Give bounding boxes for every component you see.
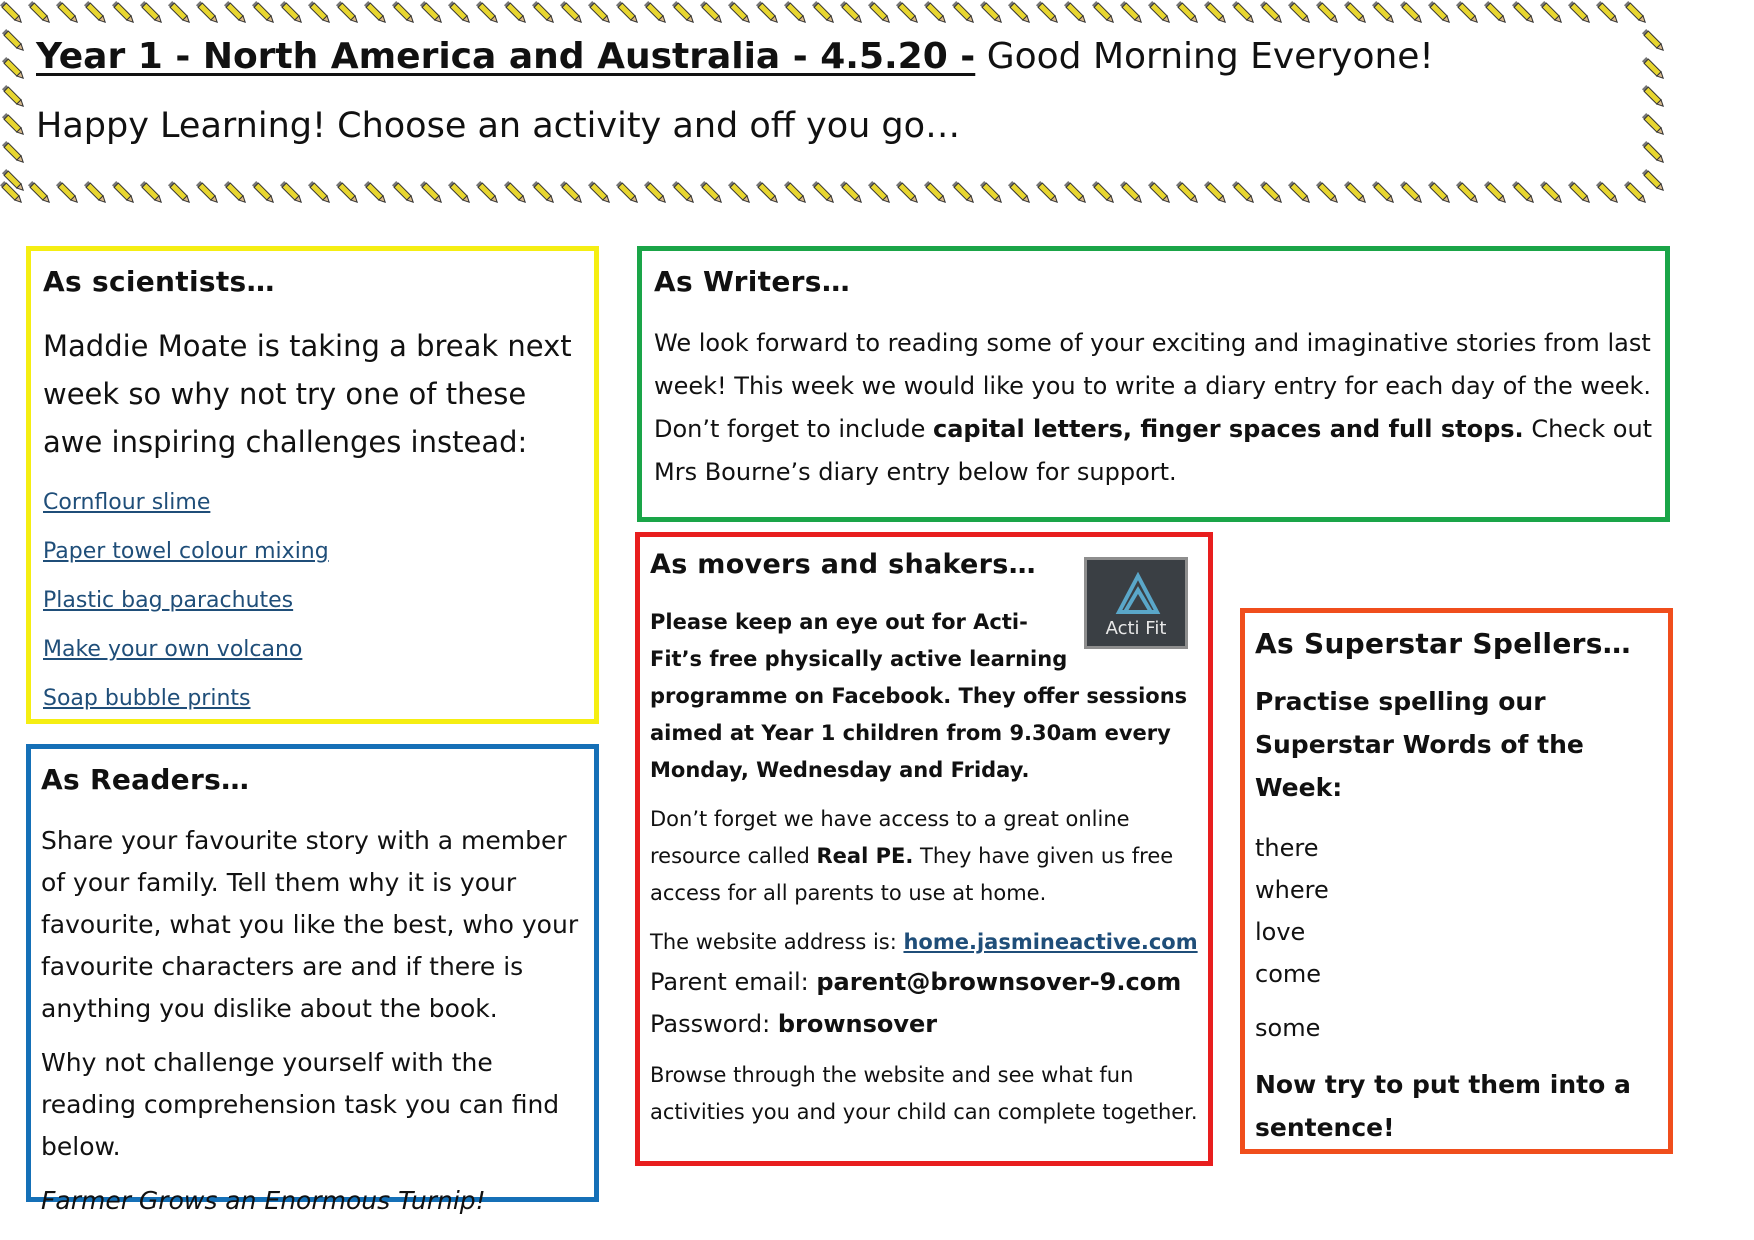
- password-label: Password:: [650, 1010, 778, 1038]
- acti-fit-logo: [1084, 557, 1188, 649]
- writers-text-bold: capital letters, finger spaces and full stops.: [932, 415, 1524, 443]
- movers-website-line: [650, 924, 1198, 961]
- movers-heading: As movers and shakers…: [650, 549, 1036, 580]
- link-plastic-bag-parachutes[interactable]: Plastic bag parachutes: [43, 588, 294, 613]
- page-title: [36, 36, 1434, 77]
- spelling-word: where: [1255, 876, 1329, 904]
- website-label: The website address is:: [650, 930, 904, 954]
- movers-real-pe: Real PE.: [816, 844, 914, 868]
- password-value: brownsover: [777, 1010, 938, 1038]
- movers-acti-fit-text-b: programme on Facebook. They offer sessions aimed at Year 1 children from 9.30am every Monday, Wednesday and Friday.: [650, 684, 1188, 782]
- acti-fit-mountain-icon: [1115, 572, 1161, 616]
- writers-text-end: Check out Mrs Bourne’s diary entry below for support.: [654, 415, 1653, 486]
- link-make-your-own-volcano[interactable]: Make your own volcano: [43, 637, 303, 662]
- scientists-intro: Maddie Moate is taking a break next week so why not try one of these awe inspiring challenges instead:: [43, 329, 572, 459]
- readers-paragraph-2: Why not challenge yourself with the reading comprehension task you can find below.: [41, 1048, 560, 1161]
- writers-text-start: We look forward to reading some of your exciting and imaginative stories from last week! This week we would like you to write a diary entry for each day of the week. Don’t forget to include: [654, 329, 1652, 443]
- movers-access-text: Don’t forget we have access to a great online resource called: [650, 807, 1130, 868]
- movers-access-end: They have given us free access for all parents to use at home.: [650, 844, 1174, 905]
- header-banner: [0, 0, 1668, 206]
- acti-fit-logo-text: Acti Fit: [1105, 618, 1167, 639]
- spellers-closing: Now try to put them into a sentence!: [1255, 1070, 1631, 1142]
- pencil-border-icon: [0, 0, 1668, 206]
- writers-paragraph: [654, 322, 1653, 494]
- email-label: Parent email:: [650, 968, 817, 996]
- spelling-word: love: [1255, 918, 1306, 946]
- readers-box: [26, 744, 599, 1215]
- website-link[interactable]: home.jasmineactive.com: [903, 930, 1198, 954]
- page-subtitle: Happy Learning! Choose an activity and off you go…: [36, 106, 961, 146]
- movers-real-pe-paragraph: [650, 801, 1198, 912]
- movers-acti-fit-paragraph: [650, 604, 1188, 789]
- spellers-box: [1240, 608, 1673, 1154]
- title-bold: Year 1 - North America and Australia - 4.5.20 -: [36, 36, 976, 77]
- spellers-lead: Practise spelling our Superstar Words of the Week:: [1255, 687, 1584, 802]
- spelling-word: come: [1255, 960, 1322, 988]
- movers-email-line: [650, 961, 1198, 1003]
- writers-heading: As Writers…: [654, 265, 851, 298]
- link-paper-towel-colour-mixing[interactable]: Paper towel colour mixing: [43, 539, 329, 564]
- readers-heading: As Readers…: [41, 763, 250, 796]
- movers-password-line: [650, 1003, 1198, 1045]
- link-cornflour-slime[interactable]: Cornflour slime: [43, 490, 211, 515]
- email-value: parent@brownsover-9.com: [816, 968, 1182, 996]
- spelling-word-list: [1255, 827, 1658, 1049]
- movers-box: [635, 532, 1213, 1166]
- spellers-heading: As Superstar Spellers…: [1255, 627, 1631, 660]
- scientists-box: [26, 246, 599, 724]
- title-greeting: Good Morning Everyone!: [975, 36, 1434, 77]
- movers-browse-paragraph: Browse through the website and see what fun activities you and your child can complete together.: [650, 1063, 1198, 1124]
- movers-acti-fit-text-a: Please keep an eye out for Acti-Fit’s free physically active learning: [650, 610, 1068, 671]
- writers-box: [637, 246, 1670, 522]
- spelling-word: some: [1255, 1014, 1321, 1042]
- scientists-heading: As scientists…: [43, 265, 275, 298]
- readers-paragraph-1: Share your favourite story with a member of your family. Tell them why it is your favourite, what you like the best, who your favourite characters are and if there is anything you dislike about the book.: [41, 826, 579, 1023]
- link-soap-bubble-prints[interactable]: Soap bubble prints: [43, 686, 251, 711]
- readers-book-title: Farmer Grows an Enormous Turnip!: [41, 1186, 486, 1215]
- spelling-word: there: [1255, 834, 1319, 862]
- scientists-links: [43, 478, 582, 723]
